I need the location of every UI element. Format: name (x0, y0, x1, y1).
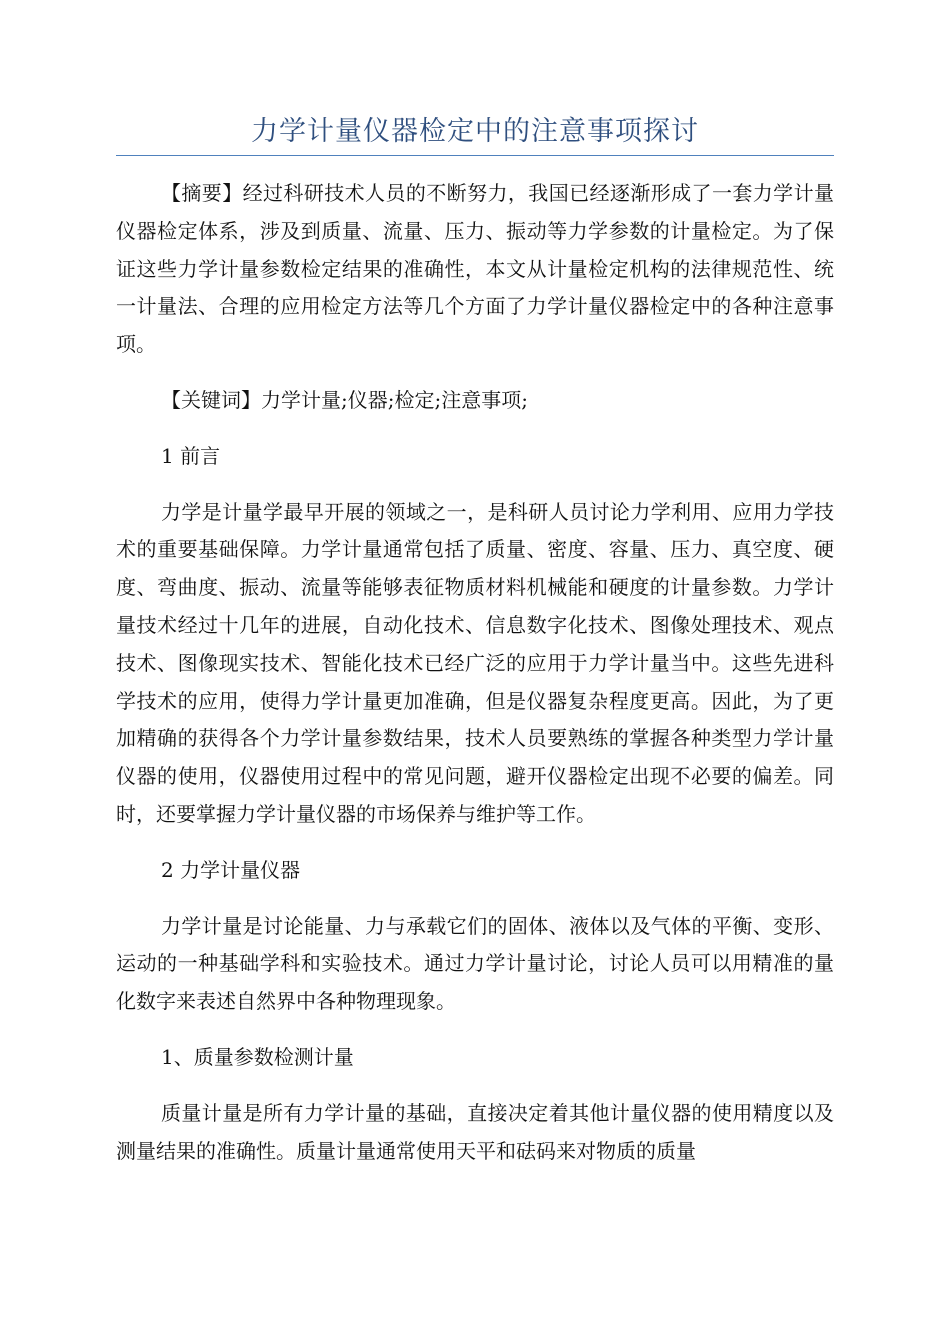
section-heading-instruments: 2 力学计量仪器 (161, 857, 301, 882)
instruments-paragraph: 力学计量是讨论能量、力与承载它们的固体、液体以及气体的平衡、变形、运动的一种基础学科和实验技术。通过力学计量讨论，讨论人员可以用精准的量化数字来表述自然界中各种物理现象。 (116, 913, 834, 1014)
document-title: 力学计量仪器检定中的注意事项探讨 (251, 116, 699, 147)
section-heading-preface: 1 前言 (161, 443, 221, 468)
abstract-paragraph: 【摘要】经过科研技术人员的不断努力，我国已经逐渐形成了一套力学计量仪器检定体系，涉及到质量、流量、压力、振动等力学参数的计量检定。为了保证这些力学计量参数检定结果的准确性，本文从计量检定机构的法律规范性、统一计量法、合理的应用检定方法等几个方面了力学计量仪器检定中的各种注意事项。 (116, 181, 834, 357)
mass-paragraph: 质量计量是所有力学计量的基础，直接决定着其他计量仪器的使用精度以及测量结果的准确性。质量计量通常使用天平和砝码来对物质的质量 (116, 1100, 834, 1163)
keywords-paragraph: 【关键词】力学计量;仪器;检定;注意事项; (161, 387, 528, 412)
document-body (116, 175, 834, 1188)
title-underline (116, 155, 834, 156)
subsection-heading-mass: 1、质量参数检测计量 (161, 1044, 354, 1069)
preface-paragraph: 力学是计量学最早开展的领域之一，是科研人员讨论力学利用、应用力学技术的重要基础保障。力学计量通常包括了质量、密度、容量、压力、真空度、硬度、弯曲度、振动、流量等能够表征物质材料机械能和硬度的计量参数。力学计量技术经过十几年的进展，自动化技术、信息数字化技术、图像处理技术、观点技术、图像现实技术、智能化技术已经广泛的应用于力学计量当中。这些先进科学技术的应用，使得力学计量更加准确，但是仪器复杂程度更高。因此，为了更加精确的获得各个力学计量参数结果，技术人员要熟练的掌握各种类型力学计量仪器的使用，仪器使用过程中的常见问题，避开仪器检定出现不必要的偏差。同时，还要掌握力学计量仪器的市场保养与维护等工作。 (116, 499, 834, 826)
